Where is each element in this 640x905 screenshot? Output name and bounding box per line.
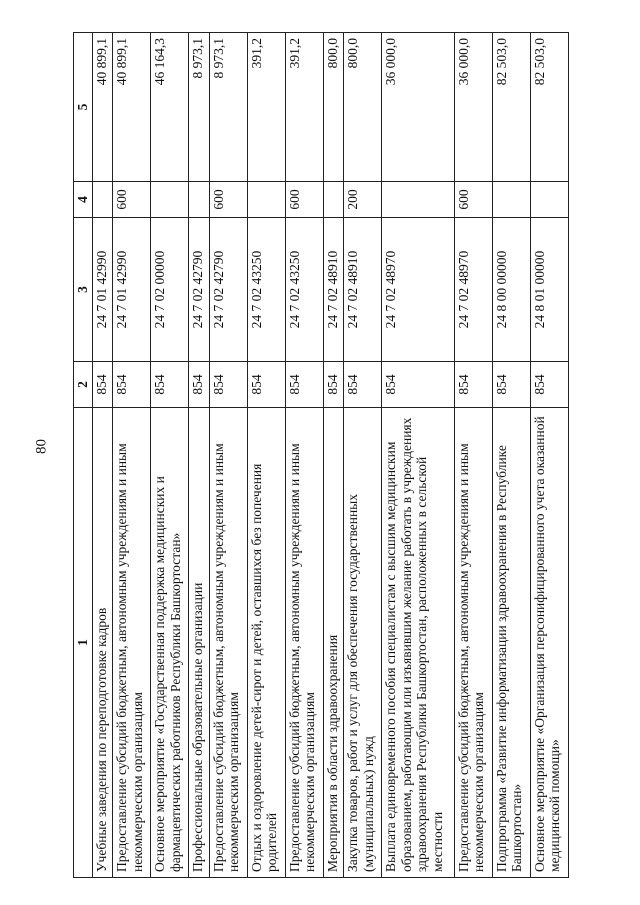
row-expense-type: [92, 182, 113, 218]
row-expense-type: 600: [285, 182, 323, 218]
table-row: [189, 33, 210, 878]
table-row: [382, 33, 455, 878]
row-amount: 8 973,1: [189, 33, 210, 182]
row-expense-type: [323, 182, 344, 218]
row-target-article: 24 7 02 48970: [382, 218, 455, 362]
row-amount: 800,0: [344, 33, 382, 182]
table-row: [285, 33, 323, 878]
row-amount: 46 164,3: [151, 33, 189, 182]
row-ministry-code: 854: [92, 362, 113, 408]
row-amount: 36 000,0: [454, 33, 492, 182]
row-target-article: 24 7 02 42790: [209, 218, 247, 362]
row-name: Предоставление субсидий бюджетным, автономным учреждениям и иным некоммерческим организациям: [285, 408, 323, 878]
row-target-article: 24 7 02 48910: [344, 218, 382, 362]
row-target-article: 24 7 01 42990: [113, 218, 151, 362]
row-ministry-code: 854: [285, 362, 323, 408]
row-amount: 391,2: [285, 33, 323, 182]
row-name: Закупка товаров, работ и услуг для обеспечения государственных (муниципальных) нужд: [344, 408, 382, 878]
row-name: Предоставление субсидий бюджетным, автономным учреждениям и иным некоммерческим организациям: [113, 408, 151, 878]
table-row: [92, 33, 113, 878]
row-expense-type: [247, 182, 285, 218]
table-header-row: [74, 33, 93, 878]
row-expense-type: [189, 182, 210, 218]
row-amount: 391,2: [247, 33, 285, 182]
table-row: [492, 33, 530, 878]
row-ministry-code: 854: [530, 362, 568, 408]
row-expense-type: [382, 182, 455, 218]
header-col-4: 4: [74, 182, 93, 218]
row-amount: 40 899,1: [113, 33, 151, 182]
row-target-article: 24 7 02 00000: [151, 218, 189, 362]
row-target-article: 24 8 01 00000: [530, 218, 568, 362]
row-amount: 8 973,1: [209, 33, 247, 182]
row-name: Отдых и оздоровление детей-сирот и детей, оставшихся без попечения родителей: [247, 408, 285, 878]
row-expense-type: 600: [113, 182, 151, 218]
table-row: [344, 33, 382, 878]
header-col-3: 3: [74, 218, 93, 362]
row-expense-type: [151, 182, 189, 218]
row-target-article: 24 7 02 48910: [323, 218, 344, 362]
row-amount: 40 899,1: [92, 33, 113, 182]
row-expense-type: 600: [454, 182, 492, 218]
row-name: Учебные заведения по переподготовке кадров: [92, 408, 113, 878]
row-name: Подпрограмма «Развитие информатизации здравоохранения в Республике Башкортостан»: [492, 408, 530, 878]
row-expense-type: 600: [209, 182, 247, 218]
row-expense-type: [492, 182, 530, 218]
table-row: [151, 33, 189, 878]
row-target-article: 24 7 02 43250: [285, 218, 323, 362]
table-row: [323, 33, 344, 878]
row-target-article: 24 8 00 00000: [492, 218, 530, 362]
budget-table: [73, 32, 569, 878]
row-expense-type: 200: [344, 182, 382, 218]
row-ministry-code: 854: [113, 362, 151, 408]
row-target-article: 24 7 01 42990: [92, 218, 113, 362]
row-amount: 36 000,0: [382, 33, 455, 182]
table-row: [454, 33, 492, 878]
table-row: [209, 33, 247, 878]
row-expense-type: [530, 182, 568, 218]
row-ministry-code: 854: [454, 362, 492, 408]
row-ministry-code: 854: [189, 362, 210, 408]
header-col-2: 2: [74, 362, 93, 408]
row-ministry-code: 854: [382, 362, 455, 408]
table-row: [247, 33, 285, 878]
row-ministry-code: 854: [247, 362, 285, 408]
row-ministry-code: 854: [492, 362, 530, 408]
row-amount: 82 503,0: [492, 33, 530, 182]
row-name: Мероприятия в области здравоохранения: [323, 408, 344, 878]
row-name: Основное мероприятие «Государственная поддержка медицинских и фармацевтических работников Республики Башкортостан»: [151, 408, 189, 878]
row-name: Основное мероприятие «Организация персонифицированного учета оказанной медицинской помощи»: [530, 408, 568, 878]
row-target-article: 24 7 02 48970: [454, 218, 492, 362]
page-number: 80: [33, 439, 50, 454]
row-ministry-code: 854: [323, 362, 344, 408]
row-ministry-code: 854: [344, 362, 382, 408]
header-col-5: 5: [74, 33, 93, 182]
budget-table-container: [73, 33, 569, 878]
rotated-page-content: [73, 33, 569, 878]
row-name: Выплата единовременного пособия специалистам с высшим медицинским образованием, работающим или изъявившим желание работать в учреждениях здравоохранения Республики Башкортостан, расположенных в сельской местности: [382, 408, 455, 878]
row-amount: 800,0: [323, 33, 344, 182]
row-ministry-code: 854: [151, 362, 189, 408]
table-row: [113, 33, 151, 878]
row-target-article: 24 7 02 43250: [247, 218, 285, 362]
row-amount: 82 503,0: [530, 33, 568, 182]
row-name: Предоставление субсидий бюджетным, автономным учреждениям и иным некоммерческим организациям: [209, 408, 247, 878]
row-target-article: 24 7 02 42790: [189, 218, 210, 362]
row-name: Профессиональные образовательные организации: [189, 408, 210, 878]
table-row: [530, 33, 568, 878]
row-name: Предоставление субсидий бюджетным, автономным учреждениям и иным некоммерческим организациям: [454, 408, 492, 878]
row-ministry-code: 854: [209, 362, 247, 408]
header-col-1: 1: [74, 408, 93, 878]
